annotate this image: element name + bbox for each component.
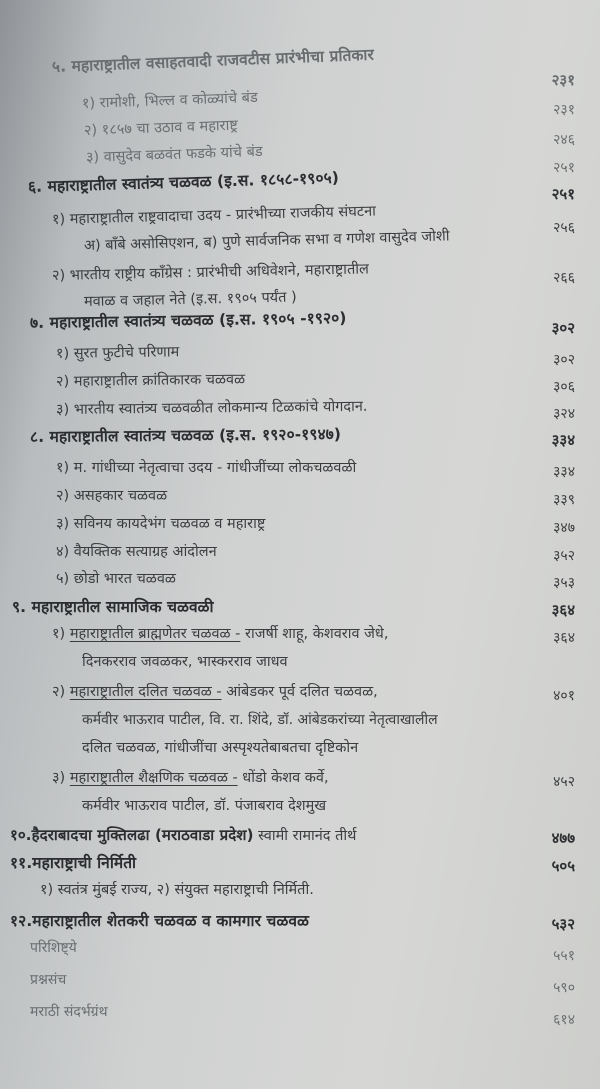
ch11-item-1: १) स्वतंत्र मुंबई राज्य, २) संयुक्त महाराष्ट्राची निर्मिती. [40, 882, 314, 898]
appendix-item-2: प्रश्नसंच [30, 972, 67, 988]
ch7-item-3: ३) भारतीय स्वातंत्र्य चळवळीत लोकमान्य टिळकांचे योगदान. [55, 398, 368, 418]
ch9-item-1-page: ३६४ [553, 630, 575, 646]
chapter-10-rest: स्वामी रामानंद तीर्थ [253, 828, 357, 844]
ch6-item-2-line-1: २) भारतीय राष्ट्रीय काँग्रेस : प्रारंभीची अधिवेशने, महाराष्ट्रातील [51, 261, 370, 284]
appendix-item-1: परिशिष्ट्ये [30, 940, 77, 956]
ch5-item-3: ३) वासुदेव बळवंत फडके यांचे बंड [85, 143, 263, 166]
chapter-9-title: ९. महाराष्ट्रातील सामाजिक चळवळी [12, 598, 214, 616]
appendix-item-3-page: ६१४ [553, 1012, 575, 1028]
ch8-item-1: १) म. गांधीच्या नेतृत्वाचा उदय - गांधीजींच्या लोकचळवळी [56, 460, 357, 476]
ch9-item-1-line-1 [52, 626, 388, 643]
chapter-12-page: ५३२ [551, 915, 575, 933]
ch9-item-1-heading: महाराष्ट्रातील ब्राह्मणेतर चळवळ - [69, 626, 241, 642]
ch7-item-1: १) सुरत फुटीचे परिणाम [55, 344, 180, 362]
chapter-8-title: ८. महाराष्ट्रातील स्वातंत्र्य चळवळ (इ.स. १९२०-१९४७) [29, 425, 342, 446]
chapter-11-title: ११.महाराष्ट्राची निर्मिती [10, 854, 137, 872]
chapter-10-title: १०.हैदराबादचा मुक्तिलढा (मराठवाडा प्रदेश) [10, 826, 254, 844]
ch9-item-1-line-2: दिनकरराव जवळकर, भास्करराव जाधव [82, 654, 288, 670]
ch9-item-2-heading: महाराष्ट्रातील दलित चळवळ - [69, 684, 222, 700]
ch9-item-1-rest: राजर्षी शाहू, केशवराव जेधे, [240, 626, 389, 642]
ch7-item-2: २) महाराष्ट्रातील क्रांतिकारक चळवळ [55, 371, 246, 390]
ch9-item-3-line-2: कर्मवीर भाऊराव पाटील, डॉ. पंजाबराव देशमुख [82, 798, 327, 814]
ch9-item-2-page: ४०१ [553, 688, 575, 704]
ch9-item-2-line-2: कर्मवीर भाऊराव पाटील, वि. रा. शिंदे, डॉ. आंबेडकरांच्या नेतृत्वाखालील [82, 712, 438, 728]
ch9-item-3-line-1 [52, 770, 329, 787]
ch7-item-2-page: ३०६ [553, 379, 575, 395]
ch9-item-3-heading: महाराष्ट्रातील शैक्षणिक चळवळ - [69, 770, 238, 786]
chapter-6-page: २५१ [551, 185, 575, 203]
ch9-item-2-number: २) [52, 684, 66, 700]
appendix-item-3: मराठी संदर्भग्रंथ [30, 1004, 108, 1020]
ch9-item-2-rest: आंबेडकर पूर्व दलित चळवळ, [221, 684, 378, 700]
ch6-item-1-line-2: अ) बॉंबे असोसिएशन, ब) पुणे सार्वजनिक सभा व गणेश वासुदेव जोशी [83, 228, 450, 254]
ch9-item-2-line-3: दलित चळवळ, गांधीजींचा अस्पृश्यतेबाबतचा दृष्टिकोन [82, 740, 359, 756]
ch6-item-2-page: २६६ [553, 270, 575, 286]
ch9-item-3-number: ३) [52, 770, 66, 786]
chapter-11-page: ५०५ [551, 857, 575, 875]
chapter-12-title: १२.महाराष्ट्रातील शेतकरी चळवळ व कामगार चळवळ [10, 912, 309, 930]
ch8-item-5-page: ३५३ [553, 575, 575, 591]
ch8-item-2-page: ३३९ [553, 492, 575, 508]
ch6-item-2-line-2: मवाळ व जहाल नेते (इ.स. १९०५ पर्यंत ) [83, 289, 297, 310]
appendix-item-2-page: ५९० [553, 980, 575, 996]
chapter-7-title: ७. महाराष्ट्रातील स्वातंत्र्य चळवळ (इ.स. १९०५ -१९२०) [29, 309, 347, 332]
ch5-item-1: १) रामोशी, भिल्ल व कोळ्यांचे बंड [81, 89, 258, 112]
ch7-item-3-page: ३२४ [553, 406, 575, 422]
ch5-item-1-page: २३१ [553, 102, 575, 118]
appendix-item-1-page: ५५१ [553, 948, 575, 964]
ch9-item-2-line-1 [52, 684, 378, 701]
chapter-9-page: ३६४ [551, 601, 575, 619]
ch8-item-3-page: ३४७ [553, 520, 575, 536]
chapter-10-page: ४७७ [551, 829, 575, 847]
ch8-item-4: ४) वैयक्तिक सत्याग्रह आंदोलन [56, 544, 217, 560]
ch5-item-3-page: २५१ [553, 160, 575, 176]
chapter-6-title: ६. महाराष्ट्रातील स्वातंत्र्य चळवळ (इ.स. १८५८-१९०५) [27, 168, 340, 196]
ch8-item-2: २) असहकार चळवळ [56, 488, 168, 504]
ch9-item-3-page: ४५२ [553, 774, 575, 790]
chapter-5-page: २३१ [551, 71, 575, 89]
ch8-item-1-page: ३३४ [553, 464, 575, 480]
ch9-item-3-rest: धोंडो केशव कर्वे, [237, 770, 329, 786]
chapter-10-title-line [10, 826, 356, 845]
ch5-item-2-page: २४६ [553, 132, 575, 148]
ch7-item-1-page: ३०२ [553, 352, 575, 368]
chapter-7-page: ३०२ [551, 319, 575, 337]
ch8-item-3: ३) सविनय कायदेभंग चळवळ व महाराष्ट्र [56, 516, 266, 532]
chapter-5-title: ५. महाराष्ट्रातील वसाहतवादी राजवटीस प्रारंभीचा प्रतिकार [51, 45, 375, 76]
ch6-item-1-page: २५६ [553, 220, 575, 236]
chapter-8-page: ३३४ [551, 431, 575, 449]
ch8-item-5: ५) छोडो भारत चळवळ [56, 571, 176, 587]
ch6-item-1-line-1: १) महाराष्ट्रातील राष्ट्रवादाचा उदय - प्रारंभीच्या राजकीय संघटना [51, 203, 377, 228]
ch9-item-1-number: १) [52, 626, 66, 642]
ch8-item-4-page: ३५२ [553, 548, 575, 564]
ch5-item-2: २) १८५७ चा उठाव व महाराष्ट्र [83, 117, 239, 139]
